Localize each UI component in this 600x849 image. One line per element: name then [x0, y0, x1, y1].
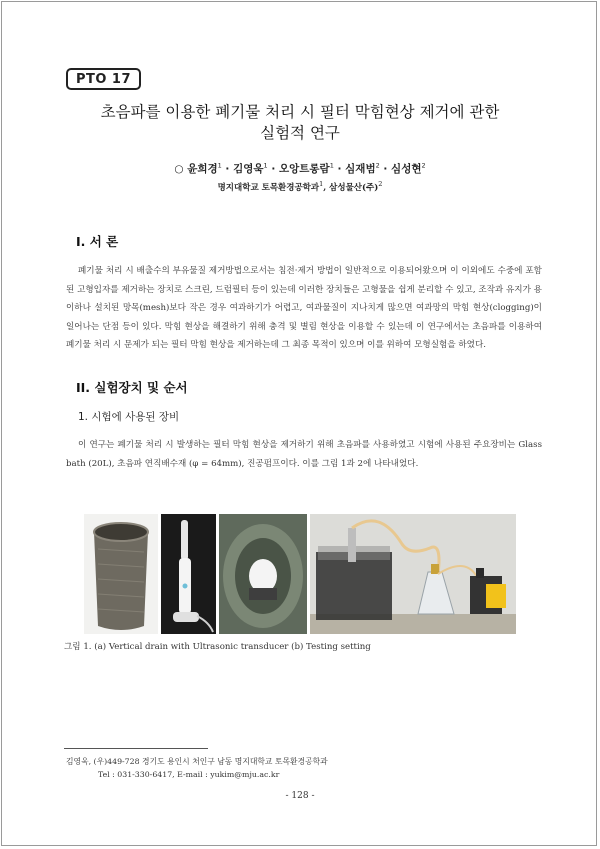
figure-caption: 그림 1. (a) Vertical drain with Ultrasonic transducer (b) Testing setting [64, 642, 371, 652]
section-heading-intro: I. 서 론 [76, 234, 119, 249]
affiliation-2-sup: 2 [378, 180, 383, 188]
page-number: - 128 - [285, 791, 315, 801]
author-sep: · [333, 163, 346, 175]
affiliation-1: 명지대학교 토목환경공학과 [217, 182, 320, 193]
section-heading-apparatus: II. 실험장치 및 순서 [76, 380, 188, 395]
author-sup: 1 [263, 161, 268, 170]
photo-testing-setting [310, 514, 516, 634]
paper-title-line2: 실험적 연구 [260, 124, 340, 142]
footnote-tel: Tel : 031-330-6417, [98, 770, 175, 779]
footnote-email-label: E-mail : [177, 770, 208, 779]
author-sup: 2 [375, 161, 380, 170]
author-sup: 1 [217, 161, 222, 170]
author-name: 윤희경 [187, 163, 218, 175]
photo-ultrasonic-transducer [161, 514, 216, 634]
author-sup: 1 [329, 161, 334, 170]
footnote-address: 김영욱, (우)449-728 경기도 용인시 처인구 남동 명지대학교 토목환경공학과 [66, 757, 328, 766]
affiliation-2: 삼성물산(주) [329, 182, 379, 193]
section-apparatus-body: 이 연구는 폐기물 처리 시 발생하는 필터 막힘 현상을 제거하기 위해 초음파를 사용하였고 시험에 사용된 주요장비는 Glass bath (20L), 초음파 연직배수재 (φ = 64mm), 진공펌프이다. 이를 그림 1과 2에 나타내었다. [66, 440, 542, 469]
author-sep: · [221, 163, 234, 175]
affiliations: 명지대학교 토목환경공학과$^1$, 삼성물산(주)$^2$ [217, 180, 383, 193]
author-sep: · [379, 163, 392, 175]
author-sep: · [267, 163, 279, 175]
footnote-contact [98, 770, 279, 779]
footnote-email-link[interactable]: yukim@mju.ac.kr [210, 770, 280, 779]
author-name: 심성현 [391, 163, 422, 175]
photo-vertical-drain [84, 514, 158, 634]
affiliation-1-sup: 1 [319, 180, 324, 188]
author-bullet: ○ [174, 163, 184, 175]
subsection-heading-equipment: 1. 시험에 사용된 장비 [78, 411, 180, 423]
session-badge: PTO 17 [66, 68, 141, 90]
author-name: 오앙트롱람 [278, 163, 330, 175]
author-list [60, 161, 540, 176]
author-name: 김영욱 [233, 163, 264, 175]
footnote-rule [64, 748, 208, 749]
author-sup: 2 [421, 161, 426, 170]
paper-title-line1: 초음파를 이용한 폐기물 처리 시 필터 막힘현상 제거에 관한 [100, 103, 500, 121]
author-name: 심재범 [345, 163, 376, 175]
photo-drain-interior [219, 514, 307, 634]
section-intro-body: 폐기물 처리 시 배출수의 부유물질 제거방법으로서는 침전·제거 방법이 일반적으로 이용되어왔으며 이 이외에도 수중에 포함된 고형입자를 제거하는 장치로 스크린, 드럼필터 등이 있는데 이러한 장치들은 고형물을 쉽게 분리할 수 있고, 조작과 유지가 용이하나 설치된 망목(mesh)보다 작은 경우 여과하기가 어렵고, 여과물질이 지나치게 많으면 여과망의 막힘 현상(clogging)이 일어나는 단점 등이 있다. 막힘 현상을 해결하기 위해 충격 및 별림 현상을 이용할 수 있는데 이 연구에서는 초음파를 이용하여 폐기물 처리 시 문제가 되는 필터 막힘 현상을 제거하는데 그 최종 목적이 있으며 이를 위하여 모형실험을 하였다. [66, 266, 542, 350]
